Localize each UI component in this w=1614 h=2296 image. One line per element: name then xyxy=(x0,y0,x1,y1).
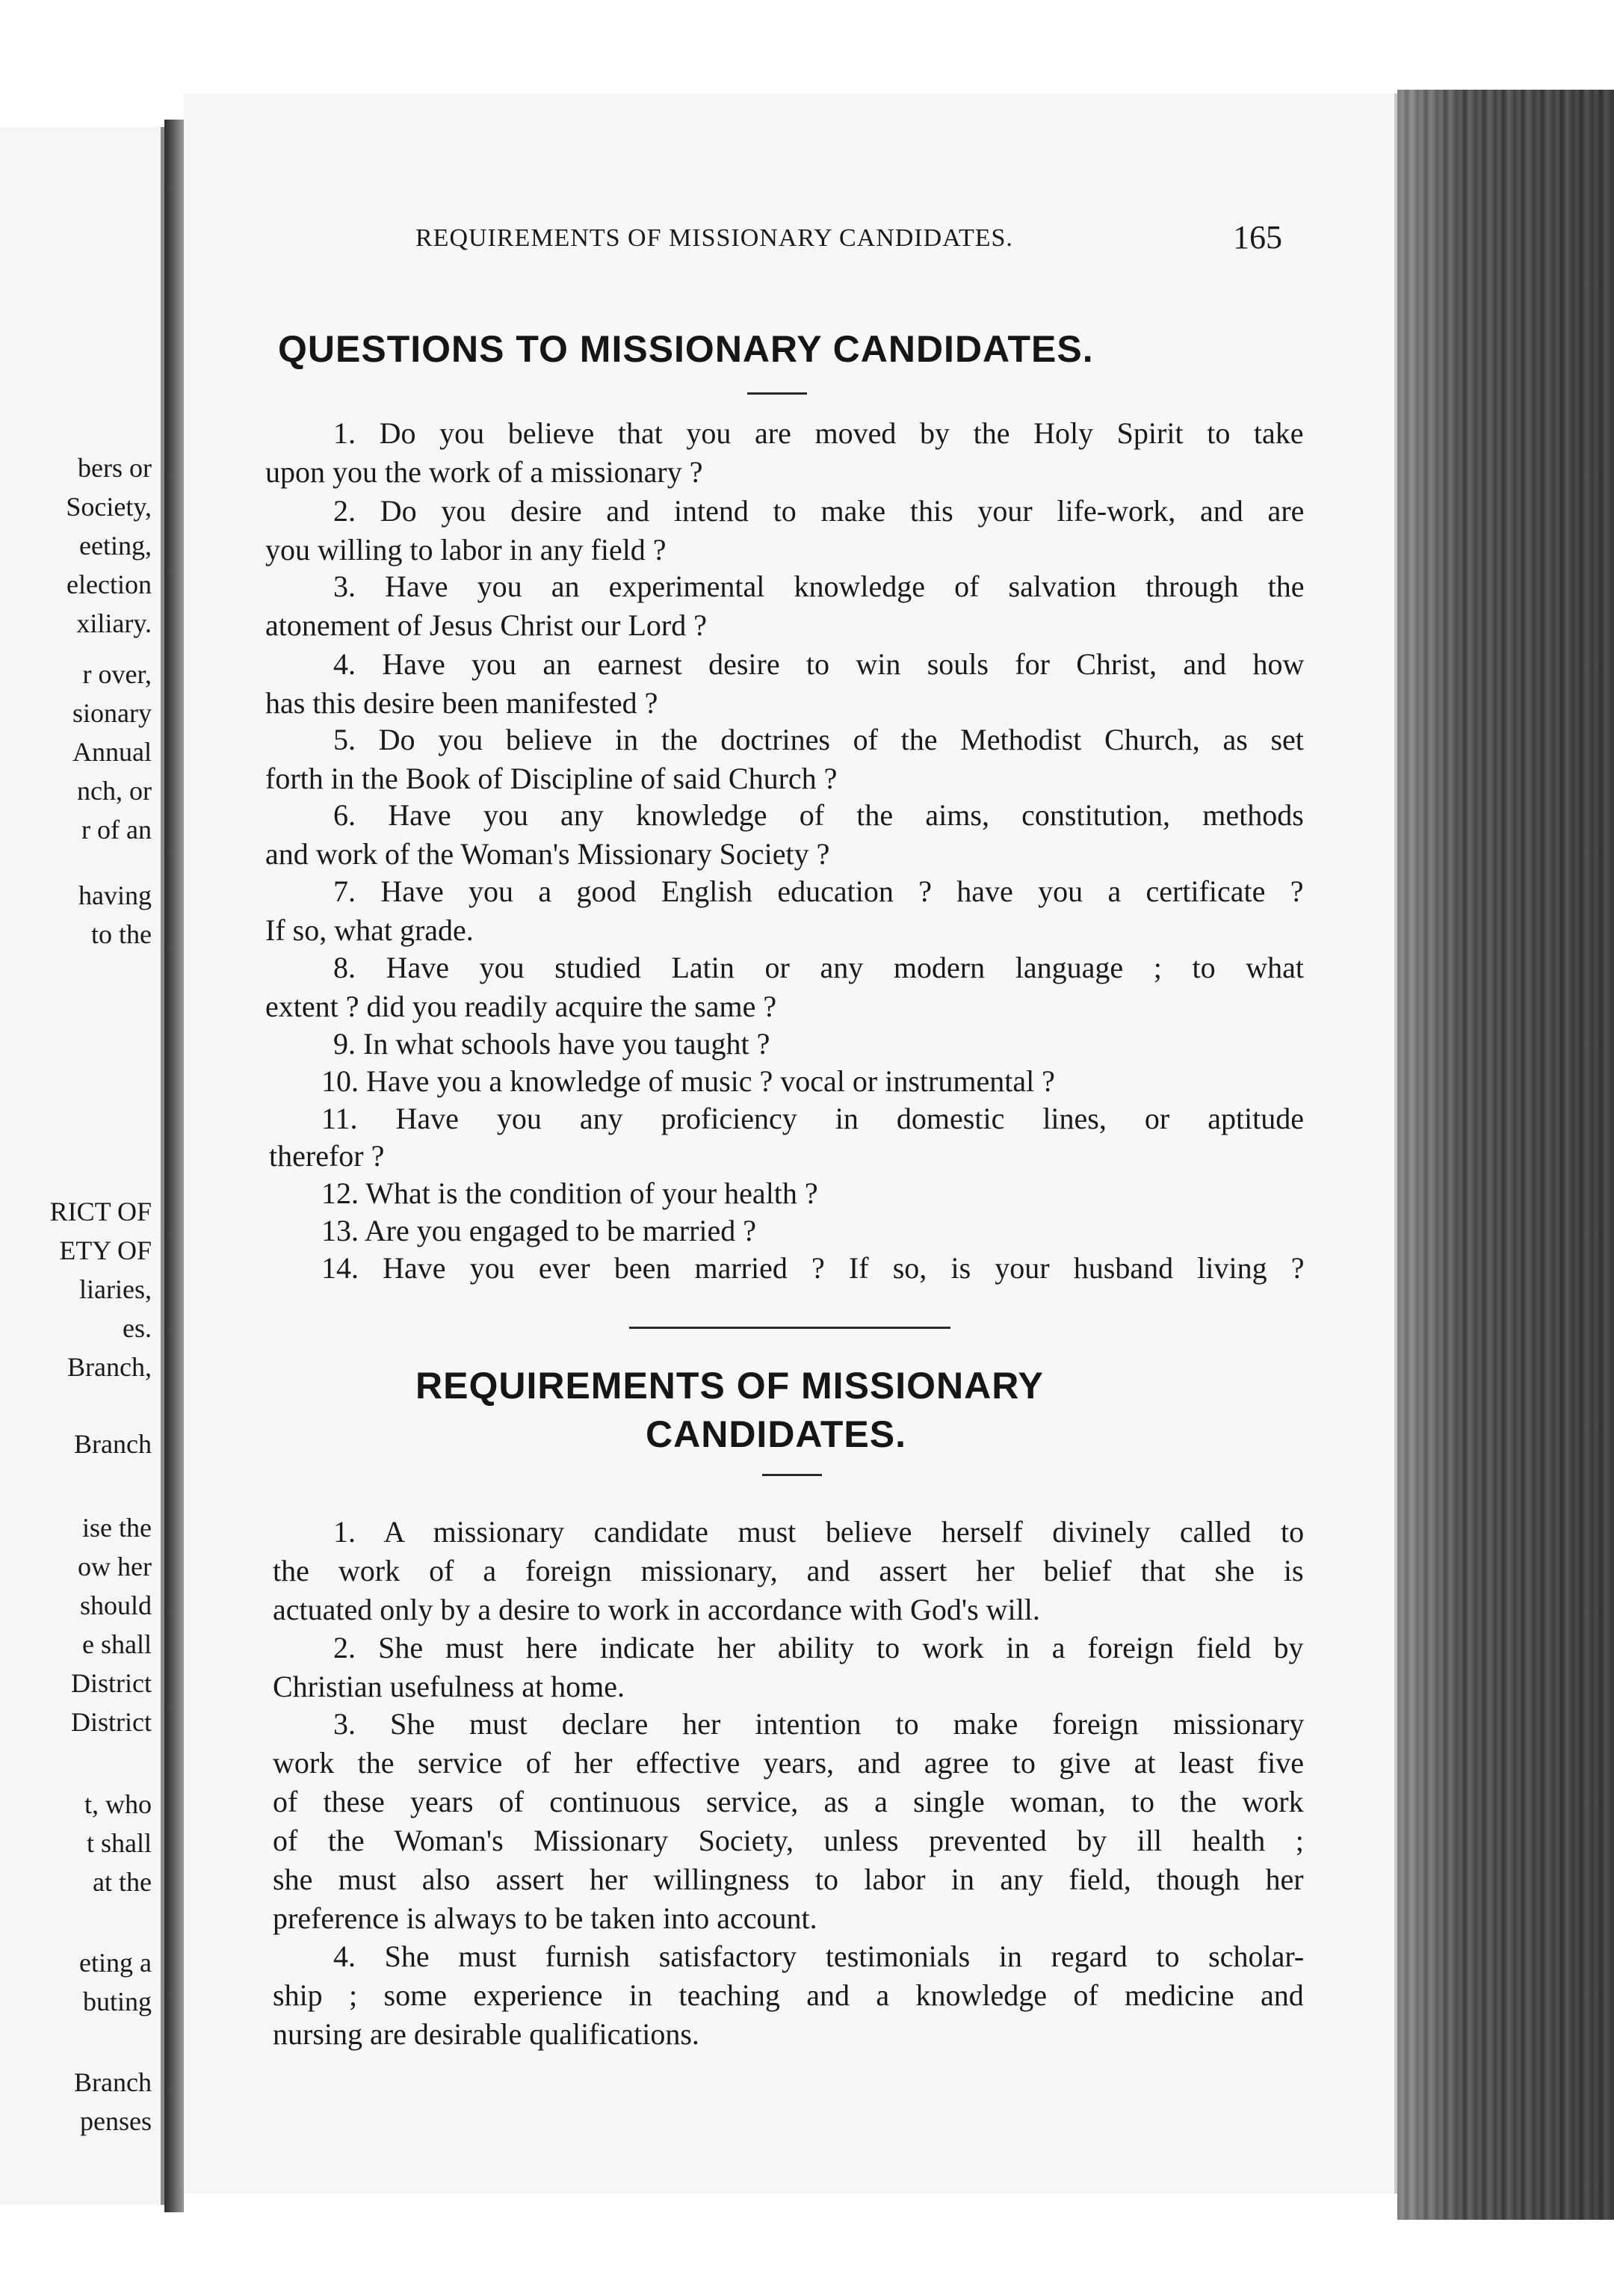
requirement-line: Christian usefulness at home. xyxy=(273,1670,625,1703)
left-page-text-line: xiliary. xyxy=(76,608,152,638)
left-page-text-line: r over, xyxy=(82,659,152,689)
question-line: has this desire been manifested ? xyxy=(265,686,658,720)
left-page-text-line: Branch xyxy=(74,2067,152,2097)
question-line: forth in the Book of Discipline of said Church ? xyxy=(265,762,838,795)
question-line: 5. Do you believe in the doctrines of the Methodist Church, as set xyxy=(333,723,1304,756)
book-gutter xyxy=(164,120,184,2212)
left-page-text-line: sionary xyxy=(72,698,152,728)
left-page-text-line: to the xyxy=(91,919,152,949)
left-page-text-line: Society, xyxy=(66,492,152,522)
question-line: you willing to labor in any field ? xyxy=(265,533,667,567)
heading-rule xyxy=(762,1474,822,1476)
question-line: 1. Do you believe that you are moved by the Holy Spirit to take xyxy=(333,416,1304,450)
requirement-line: of the Woman's Missionary Society, unless prevented by ill health ; xyxy=(273,1824,1304,1857)
requirement-line: 1. A missionary candidate must believe herself divinely called to xyxy=(333,1515,1305,1549)
question-line: If so, what grade. xyxy=(265,913,474,947)
left-page-text-line: having xyxy=(78,880,152,910)
question-line: upon you the work of a missionary ? xyxy=(265,455,703,489)
running-head: REQUIREMENTS OF MISSIONARY CANDIDATES. xyxy=(415,224,1013,252)
requirement-line: she must also assert her willingness to labor in any field, though her xyxy=(273,1863,1304,1896)
question-line: 12. What is the condition of your health ? xyxy=(321,1176,818,1210)
question-line: 14. Have you ever been married ? If so, is your husband living ? xyxy=(321,1251,1305,1285)
section-heading-requirements-line1: REQUIREMENTS OF MISSIONARY xyxy=(415,1365,1044,1407)
requirement-line: ship ; some experience in teaching and a knowledge of medicine and xyxy=(273,1978,1304,2012)
left-page-text-line: ow her xyxy=(78,1552,152,1581)
left-page xyxy=(0,127,164,2205)
requirement-line: 4. She must furnish satisfactory testimonials in regard to scholar- xyxy=(333,1939,1305,1973)
left-page-text-line: penses xyxy=(80,2106,152,2136)
question-line: atonement of Jesus Christ our Lord ? xyxy=(265,608,707,642)
left-page-text-line: District xyxy=(71,1668,152,1698)
left-page-text-line: bers or xyxy=(78,453,152,483)
left-page-text-line: liaries, xyxy=(79,1274,152,1304)
question-line: 8. Have you studied Latin or any modern language ; to what xyxy=(333,951,1304,984)
section-heading-requirements-line2: CANDIDATES. xyxy=(646,1413,906,1455)
left-page-text-line: r of an xyxy=(81,815,152,845)
section-heading-questions: QUESTIONS TO MISSIONARY CANDIDATES. xyxy=(278,328,1094,370)
question-line: 10. Have you a knowledge of music ? vocal or instrumental ? xyxy=(321,1064,1055,1098)
page-edges xyxy=(1397,90,1614,2220)
requirement-line: nursing are desirable qualifications. xyxy=(273,2017,699,2051)
left-page-text-line: ise the xyxy=(82,1513,152,1543)
question-line: 13. Are you engaged to be married ? xyxy=(321,1214,757,1247)
left-page-text-line: nch, or xyxy=(77,776,152,806)
requirement-line: 2. She must here indicate her ability to work in a foreign field by xyxy=(333,1631,1304,1664)
requirement-line: preference is always to be taken into account. xyxy=(273,1901,817,1935)
page-number: 165 xyxy=(1233,219,1282,256)
left-page-text-line: Branch, xyxy=(67,1352,152,1382)
question-line: 7. Have you a good English education ? have you a certificate ? xyxy=(333,874,1304,908)
left-page-text-line: eeting, xyxy=(79,531,152,561)
requirement-line: of these years of continuous service, as a single woman, to the work xyxy=(273,1785,1304,1818)
question-line: 9. In what schools have you taught ? xyxy=(333,1027,770,1061)
left-page-text-line: es. xyxy=(123,1313,152,1343)
question-line: extent ? did you readily acquire the same ? xyxy=(265,990,777,1023)
question-line: 6. Have you any knowledge of the aims, constitution, methods xyxy=(333,798,1304,832)
left-page-text-line: District xyxy=(71,1707,152,1737)
left-page-text-line: should xyxy=(79,1590,152,1620)
left-page-text-line: Branch xyxy=(74,1429,152,1459)
left-page-text-line: t shall xyxy=(87,1828,152,1858)
section-divider xyxy=(629,1327,950,1329)
left-page-text-line: election xyxy=(67,570,152,599)
left-page-text-line: at the xyxy=(93,1867,152,1897)
requirement-line: 3. She must declare her intention to make foreign missionary xyxy=(333,1707,1305,1741)
heading-rule xyxy=(747,392,807,395)
left-page-text-line: t, who xyxy=(84,1789,152,1819)
question-line: 11. Have you any proficiency in domestic lines, or aptitude xyxy=(321,1102,1305,1135)
question-line: 3. Have you an experimental knowledge of salvation through the xyxy=(333,570,1305,603)
requirement-line: actuated only by a desire to work in accordance with God's will. xyxy=(273,1593,1040,1626)
left-page-text-line: eting a xyxy=(79,1948,152,1978)
question-line: 4. Have you an earnest desire to win souls for Christ, and how xyxy=(333,647,1305,681)
question-line: 2. Do you desire and intend to make this your life-work, and are xyxy=(333,494,1305,528)
requirement-line: work the service of her effective years, and agree to give at least five xyxy=(273,1746,1304,1780)
left-page-text-line: e shall xyxy=(82,1629,152,1659)
question-line: therefor ? xyxy=(269,1139,385,1173)
left-page-text-line: ETY OF xyxy=(59,1235,152,1265)
left-page-text-line: RICT OF xyxy=(49,1197,152,1226)
requirement-line: the work of a foreign missionary, and assert her belief that she is xyxy=(273,1554,1304,1587)
question-line: and work of the Woman's Missionary Society ? xyxy=(265,837,830,871)
left-page-text-line: Annual xyxy=(72,737,152,767)
left-page-text-line: buting xyxy=(82,1987,152,2016)
